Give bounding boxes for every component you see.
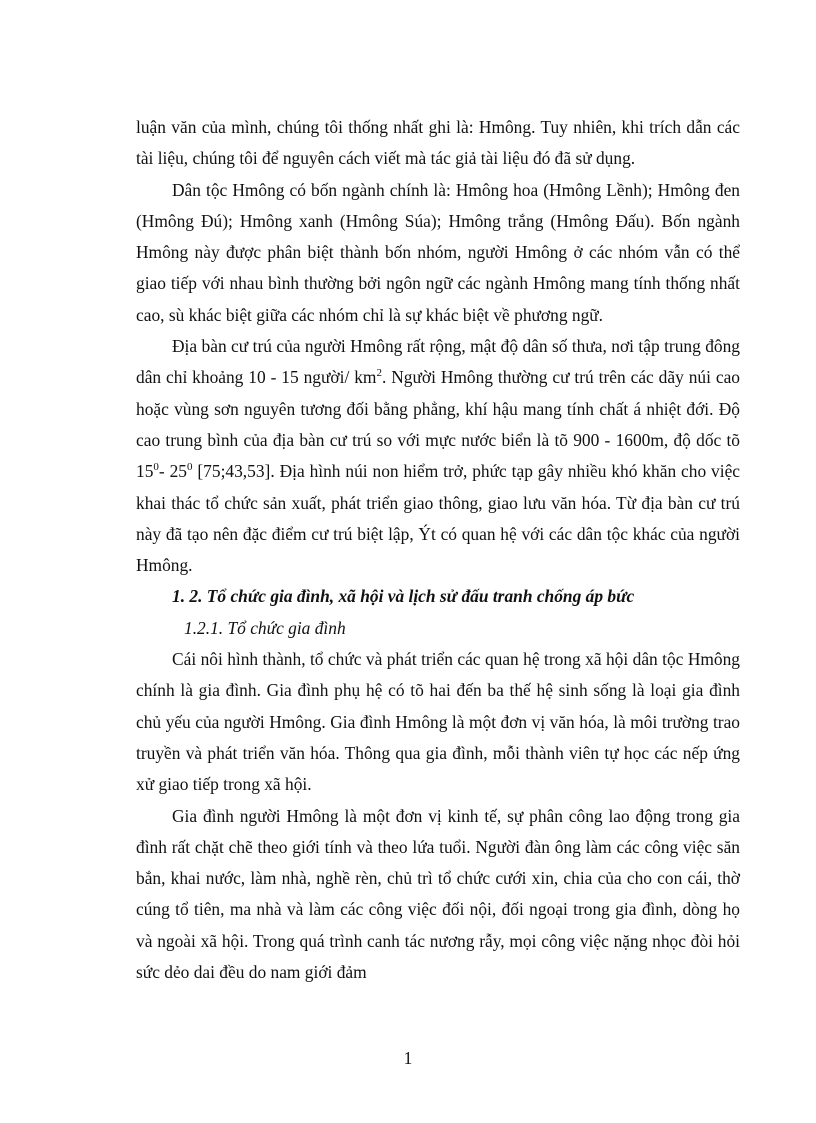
paragraph-family-cradle: Cái nôi hình thành, tổ chức và phát triển các quan hệ trong xã hội dân tộc Hmông chính là gia đình. Gia đình phụ hệ có tõ hai đến ba thế hệ sinh sống là loại gia đình chủ yếu của người Hmông. Gia đình Hmông là một đơn vị văn hóa, là môi trường trao truyền và phát triển văn hóa. Thông qua gia đình, mỗi thành viên tự học các nếp ứng xử giao tiếp trong xã hội. [136, 649, 740, 795]
section-heading: 1. 2. Tổ chức gia đình, xã hội và lịch sử đấu tranh chống áp bức [172, 586, 635, 607]
paragraph-family-economy: Gia đình người Hmông là một đơn vị kinh tế, sự phân công lao động trong gia đình rất chặt chẽ theo giới tính và theo lứa tuổi. Người đàn ông làm các công việc săn bắn, khai nước, làm nhà, nghề rèn, chủ trì tổ chức cưới xin, chia của cho con cái, thờ cúng tổ tiên, ma nhà và làm các công việc đối nội, đối ngoại trong gia đình, dòng họ và ngoài xã hội. Trong quá trình canh tác nương rẫy, mọi công việc nặng nhọc đòi hỏi sức dẻo dai đều do nam giới đảm [136, 805, 740, 983]
page-number: 1 [403, 1048, 413, 1068]
paragraph-residence-area [136, 331, 740, 581]
paragraph-text: [75;43,53]. Địa hình núi non hiểm trở, phức tạp gây nhiều khó khăn cho việc khai thác tổ chức sản xuất, phát triển giao thông, giao lưu văn hóa. Từ địa bàn cư trú này đã tạo nên đặc điểm cư trú biệt lập, Ýt có quan hệ với các dân tộc khác của người Hmông. [136, 461, 741, 576]
paragraph-text: - 25 [158, 461, 187, 482]
page-content [136, 112, 740, 988]
paragraph-text: Địa bàn cư trú của người Hmông rất rộng, mật độ dân số thưa, nơi tập trung đông dân chỉ khoảng 10 - 15 người/ km [136, 336, 740, 388]
paragraph-continuation: luận văn của mình, chúng tôi thống nhất ghi là: Hmông. Tuy nhiên, khi trích dẫn các tài liệu, chúng tôi để nguyên cách viết mà tác giả tài liệu đó đã sử dụng. [136, 117, 740, 169]
paragraph-text: . Người Hmông thường cư trú trên các dãy núi cao hoặc vùng sơn nguyên tương đối bằng phẳng, khí hậu mang tính chất á nhiệt đới. Độ cao trung bình của địa bàn cư trú so với mực nước biển là tõ 900 - 1600m, độ dốc tõ 15 [136, 367, 740, 482]
paragraph-hmong-branches: Dân tộc Hmông có bốn ngành chính là: Hmông hoa (Hmông Lềnh); Hmông đen (Hmông Đú); Hmông xanh (Hmông Súa); Hmông trắng (Hmông Đấu). Bốn ngành Hmông này được phân biệt thành bốn nhóm, người Hmông ở các nhóm vẫn có thể giao tiếp với nhau bình thường bởi ngôn ngữ các ngành Hmông mang tính thống nhất cao, sù khác biệt giữa các nhóm chỉ là sự khác biệt về phương ngữ. [136, 179, 740, 325]
subsection-heading: 1.2.1. Tổ chức gia đình [184, 617, 346, 638]
superscript: 0 [153, 461, 159, 474]
superscript: 2 [376, 367, 382, 380]
superscript: 0 [186, 461, 193, 474]
